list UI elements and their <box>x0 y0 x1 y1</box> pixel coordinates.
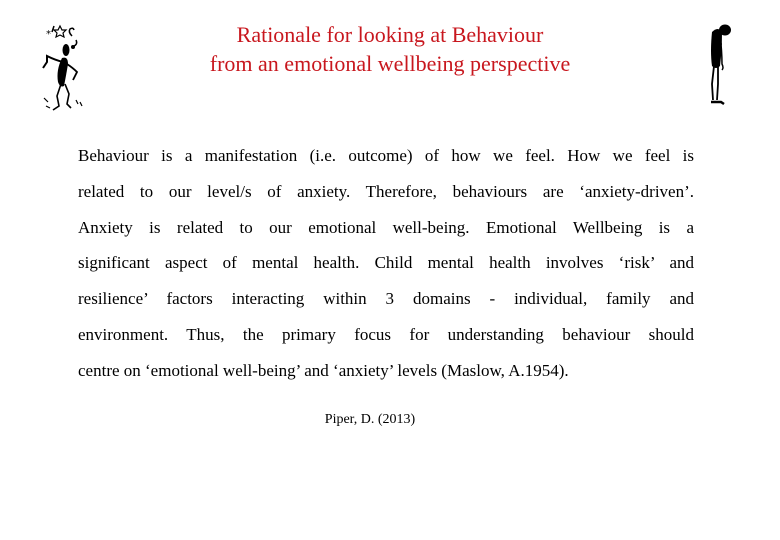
body-paragraph <box>78 138 694 389</box>
dejected-figure-icon <box>706 20 740 110</box>
body-line: Anxiety is related to our emotional well-being. Emotional Wellbeing is a <box>78 217 694 237</box>
title-line-1: Rationale for looking at Behaviour <box>236 22 544 47</box>
excited-figure-icon <box>36 20 86 115</box>
body-line: centre on ‘emotional well-being’ and ‘anxiety’ levels (Maslow, A.1954). <box>78 360 569 380</box>
title-line-2: from an emotional wellbeing perspective <box>209 51 571 76</box>
body-line: related to our level/s of anxiety. Therefore, behaviours are ‘anxiety-driven’. <box>78 181 694 201</box>
slide-title <box>150 20 630 78</box>
citation: Piper, D. (2013) <box>324 412 416 427</box>
body-line: environment. Thus, the primary focus for understanding behaviour should <box>78 324 694 344</box>
body-line: Behaviour is a manifestation (i.e. outcome) of how we feel. How we feel is <box>78 146 694 165</box>
body-line: significant aspect of mental health. Child mental health involves ‘risk’ and <box>78 253 694 273</box>
body-line: resilience’ factors interacting within 3 domains - individual, family and <box>78 289 694 309</box>
svg-text:*: * <box>46 29 51 40</box>
